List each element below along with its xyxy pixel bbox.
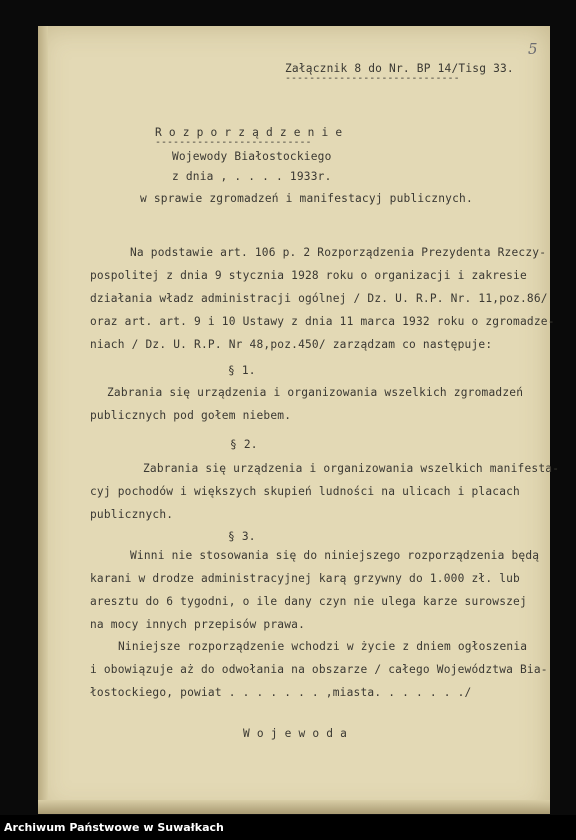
section-1-line: Zabrania się urządzenia i organizowania wszelkich zgromadzeń <box>107 386 524 399</box>
section-3-line: aresztu do 6 tygodni, o ile dany czyn nie ulega karze surowszej <box>90 595 527 608</box>
section-3-line: na mocy innych przepisów prawa. <box>90 618 305 631</box>
date-line: z dnia , . . . . 1933r. <box>172 170 332 183</box>
preamble-line: oraz art. art. 9 i 10 Ustawy z dnia 11 marca 1932 roku o zgromadze- <box>90 315 555 328</box>
closing-line: łostockiego, powiat . . . . . . . ,miasta. . . . . . ./ <box>90 686 472 699</box>
page-bottom-edge <box>38 800 550 814</box>
folio-number: 5 <box>528 40 538 58</box>
attachment-underline: ----------------------------- <box>285 73 460 84</box>
section-3-line: karani w drodze administracyjnej karą grzywny do 1.000 zł. lub <box>90 572 520 585</box>
subject-line: w sprawie zgromadzeń i manifestacyj publicznych. <box>140 192 473 205</box>
section-2-line: publicznych. <box>90 508 174 521</box>
document-title: R o z p o r z ą d z e n i e <box>155 126 343 139</box>
preamble-line: Na podstawie art. 106 p. 2 Rozporządzenia Prezydenta Rzeczy- <box>130 246 547 259</box>
preamble-line: działania władz administracji ogólnej / Dz. U. R.P. Nr. 11,poz.86/ <box>90 292 548 305</box>
preamble-line: niach / Dz. U. R.P. Nr 48,poz.450/ zarządzam co następuje: <box>90 338 493 351</box>
title-underline: -------------------------- <box>155 137 312 148</box>
closing-line: i obowiązuje aż do odwołania na obszarze / całego Województwa Bia- <box>90 663 548 676</box>
section-1-heading: § 1. <box>228 364 256 377</box>
page-edge <box>38 26 48 814</box>
attachment-reference: Załącznik 8 do Nr. BP 14/Tisg 33. <box>285 62 514 75</box>
preamble-line: pospolitej z dnia 9 stycznia 1928 roku o organizacji i zakresie <box>90 269 527 282</box>
archive-footer-text: Archiwum Państwowe w Suwałkach <box>4 821 224 834</box>
section-2-line: cyj pochodów i większych skupień ludności na ulicach i placach <box>90 485 520 498</box>
issuer-line: Wojewody Białostockiego <box>172 150 332 163</box>
section-3-line: Winni nie stosowania się do niniejszego rozporządzenia będą <box>130 549 540 562</box>
closing-line: Niniejsze rozporządzenie wchodzi w życie z dniem ogłoszenia <box>118 640 528 653</box>
section-2-heading: § 2. <box>230 438 258 451</box>
section-3-heading: § 3. <box>228 530 256 543</box>
section-2-line: Zabrania się urządzenia i organizowania wszelkich manifesta- <box>143 462 560 475</box>
section-1-line: publicznych pod gołem niebem. <box>90 409 292 422</box>
signature-line: W o j e w o d a <box>243 727 348 740</box>
